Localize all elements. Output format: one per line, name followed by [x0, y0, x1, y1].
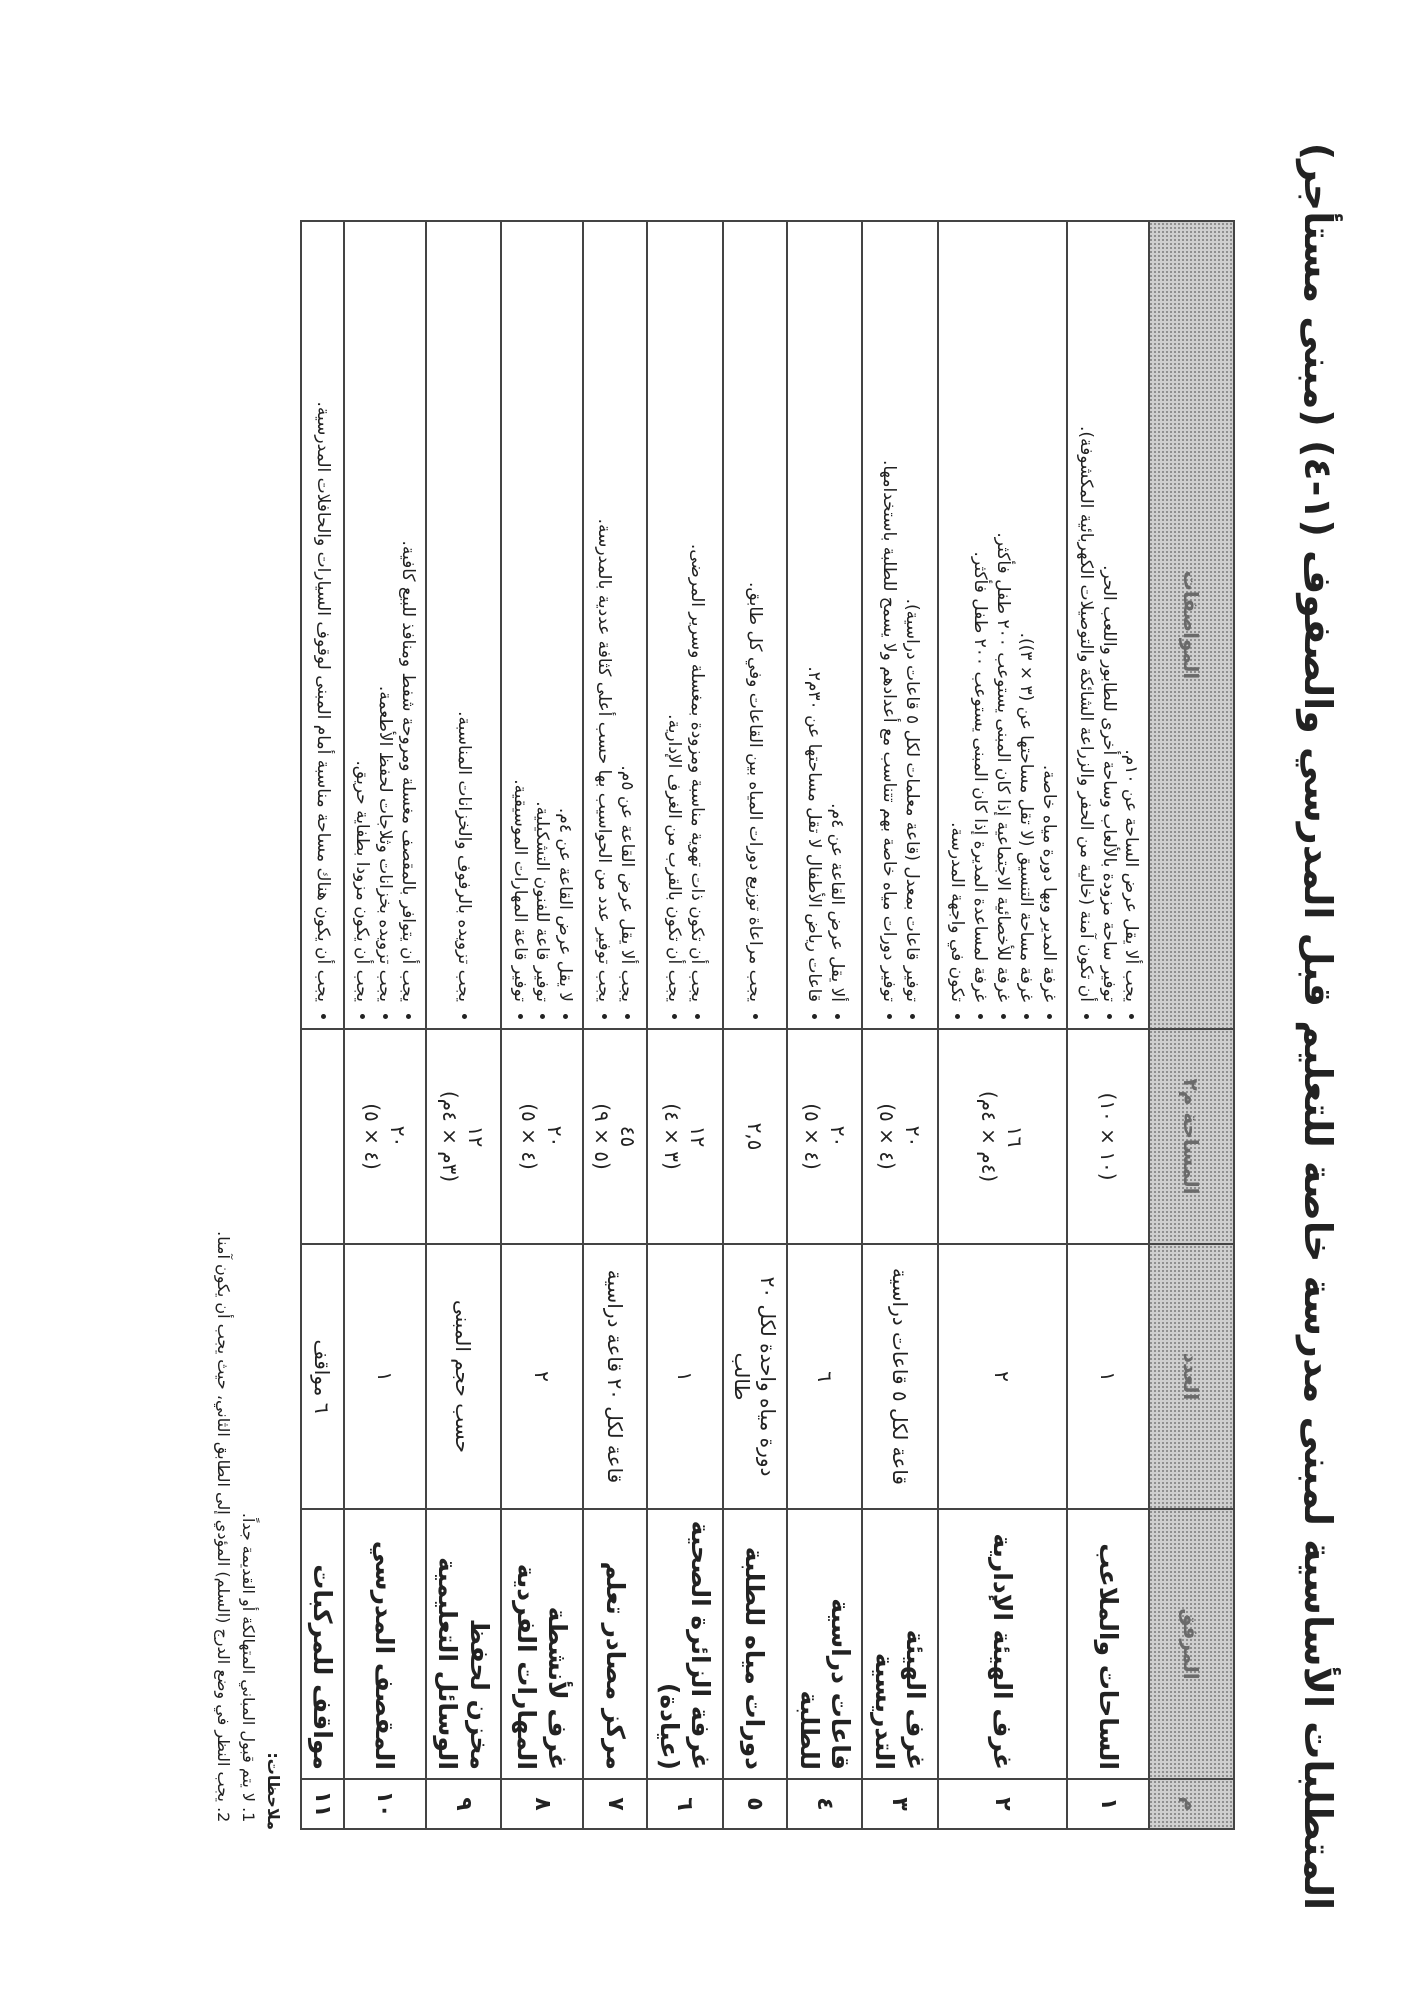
- area-dimensions: (٤ × ٥): [517, 1103, 542, 1170]
- facility-name: غرفة الزائرة الصحية (عيادة): [647, 1509, 722, 1779]
- area-dimensions: (٤ × ٥): [799, 1103, 824, 1170]
- facility-area: [723, 1029, 787, 1244]
- facility-specifications: [501, 221, 583, 1029]
- table-row: [501, 221, 583, 1829]
- facility-area: [862, 1029, 937, 1244]
- table-row: [647, 221, 722, 1829]
- spec-item: • قاعات رياض الأطفال لا تقل مساحتها عن ٣٠م٢.: [802, 230, 825, 1002]
- spec-item: • يجب أن تكون ذات تهوية مناسبة ومزودة بمغسلة وسرير المرضى.: [685, 230, 708, 1002]
- area-value: ١٢: [464, 1125, 489, 1148]
- requirements-table: [300, 220, 1235, 1830]
- area-value: ١٢: [686, 1125, 710, 1148]
- facility-count: قاعة لكل ٥ قاعات دراسية: [862, 1244, 937, 1509]
- header-cell-specifications: المواصفات: [1149, 221, 1234, 1029]
- spec-item: • يجب أن يكون هناك مساحة مناسبة أمام المبنى لوقوف السيارات والحافلات المدرسية.: [311, 230, 334, 1002]
- facility-count: قاعة لكل ٢٠ قاعة دراسية: [583, 1244, 647, 1509]
- notes-section: [211, 530, 285, 1830]
- spec-list: [350, 230, 419, 1020]
- area-value: ١٦: [1003, 1125, 1028, 1148]
- facility-area: [501, 1029, 583, 1244]
- row-number: ٦: [647, 1779, 722, 1829]
- table-row: [787, 221, 862, 1829]
- facility-count: حسب حجم المبنى: [426, 1244, 501, 1509]
- header-cell-area: المساحة م٢: [1149, 1029, 1234, 1244]
- area-dimensions: (٣م × ٤م): [438, 1090, 463, 1183]
- facility-area: [787, 1029, 862, 1244]
- facility-specifications: [787, 221, 862, 1029]
- spec-item: • يجب تزويده بالرفوف والخزانات المناسبة.: [452, 230, 475, 1002]
- area-dimensions: (٤م × ٤م): [977, 1090, 1002, 1183]
- header-cell-facility: المرفق: [1149, 1509, 1234, 1779]
- notes-title: ملاحظات:: [264, 1752, 283, 1830]
- facility-name: قاعات دراسية للطلبة: [787, 1509, 862, 1779]
- facility-count: ٢: [938, 1244, 1068, 1509]
- spec-item: • غرفة المدير وبها دورة مياه خاصة.: [1037, 230, 1060, 1002]
- area-value: ٢,٥: [742, 1122, 767, 1151]
- facility-area: [301, 1029, 344, 1244]
- page-title: المتطلبات الأساسية لمبنى مدرسة خاصة للتعليم قبل المدرسي والصفوف (١-٤) (مبنى مستأجر): [1296, 142, 1340, 1910]
- spec-item: • توفير قاعة للفنون التشكيلية.: [531, 230, 554, 1002]
- area-value: ٢٠: [385, 1125, 410, 1148]
- facility-specifications: [583, 221, 647, 1029]
- facility-count: ٦ مواقف: [301, 1244, 344, 1509]
- facility-area: [647, 1029, 722, 1244]
- area-value: ٢٠: [825, 1125, 850, 1148]
- spec-item: • توفير ساحة مزودة بالألعاب وساحة أخرى للطابور واللعب الحر.: [1097, 230, 1120, 1002]
- spec-item: • توفير دورات مياه خاصة بهم تتناسب مع أعدادهم ولا يسمح للطلبة باستخدامها.: [877, 230, 900, 1002]
- spec-list: [311, 230, 334, 1020]
- table-row: [344, 221, 426, 1829]
- row-number: ٢: [938, 1779, 1068, 1829]
- spec-item: • يجب ألا يقل عرض الساحة عن ١٠م.: [1120, 230, 1143, 1002]
- spec-item: • لا يقل عرض القاعة عن ٤م.: [554, 230, 577, 1002]
- table-row: [426, 221, 501, 1829]
- table-row: [938, 221, 1068, 1829]
- facility-specifications: [723, 221, 787, 1029]
- facility-specifications: [301, 221, 344, 1029]
- header-cell-number: م: [1149, 1779, 1234, 1829]
- facility-name: مخزن لحفظ الوسائل التعليمية: [426, 1509, 501, 1779]
- spec-list: [802, 230, 848, 1020]
- spec-list: [1074, 230, 1143, 1020]
- row-number: ٩: [426, 1779, 501, 1829]
- spec-item: • يجب تزويده بخزانات وثلاجات لحفظ الأطعمة.: [373, 230, 396, 1002]
- facility-specifications: [938, 221, 1068, 1029]
- row-number: ١١: [301, 1779, 344, 1829]
- table-row: [1067, 221, 1149, 1829]
- facility-name: مركز مصادر تعلم: [583, 1509, 647, 1779]
- spec-list: [743, 230, 766, 1020]
- facility-count: دورة مياه واحدة لكل ٢٠ طالب: [723, 1244, 787, 1509]
- spec-item: • غرفة مساحة التنسيق (لا تقل مساحتها عن (٣ × ٣)).: [1014, 230, 1037, 1002]
- note-item: 1. لا يتم قبول المباني المتهالكة أو القديمة جداً.: [235, 530, 260, 1802]
- spec-item: • يجب أن يتوافر بالمقصف مغسلة ومروحة شفط ومنافذ للبيع كافية.: [396, 230, 419, 1002]
- spec-list: [592, 230, 638, 1020]
- spec-item: • توفير قاعة المهارات الموسيقية.: [508, 230, 531, 1002]
- facility-specifications: [344, 221, 426, 1029]
- spec-item: • أن تكون آمنة (خالية من الحفر والزراعة الشائكة والتوصيلات الكهربائية المكشوفة).: [1074, 230, 1097, 1002]
- area-dimensions: (٣ × ٤): [660, 1103, 684, 1170]
- facility-area: [583, 1029, 647, 1244]
- table-row: [723, 221, 787, 1829]
- table-row: [301, 221, 344, 1829]
- row-number: ٨: [501, 1779, 583, 1829]
- spec-list: [945, 230, 1060, 1020]
- row-number: ٤: [787, 1779, 862, 1829]
- facility-name: الساحات والملاعب: [1067, 1509, 1149, 1779]
- facility-count: ١: [647, 1244, 722, 1509]
- facility-count: ١: [1067, 1244, 1149, 1509]
- spec-list: [452, 230, 475, 1020]
- spec-item: • ألا يقل عرض القاعة عن ٤م.: [825, 230, 848, 1002]
- area-value: ٢٠: [543, 1125, 568, 1148]
- note-item: 2. يجب النظر في وضع الدرج (السلم) المؤدي إلى الطابق الثاني، حيث يجب أن يكون آمنا.: [211, 530, 236, 1802]
- facility-area: [344, 1029, 426, 1244]
- spec-item: • يجب أن يكون مزودا بطفاية حريق.: [350, 230, 373, 1002]
- header-cell-count: العدد: [1149, 1244, 1234, 1509]
- facility-name: غرف الهيئة التدريسية: [862, 1509, 937, 1779]
- row-number: ٧: [583, 1779, 647, 1829]
- spec-item: • غرفة لمساعدة المديرة إذا كان المبنى يستوعب ٢٠٠ طفل فأكثر.: [968, 230, 991, 1002]
- row-number: ١: [1067, 1779, 1149, 1829]
- facility-specifications: [1067, 221, 1149, 1029]
- spec-item: • توفير قاعات بمعدل (قاعة معلمات لكل ٥ قاعات دراسية).: [900, 230, 923, 1002]
- spec-item: • يجب توفير عدد من الحواسيب بها حسب أعلى كثافة عددية بالمدرسة.: [592, 230, 615, 1002]
- spec-list: [877, 230, 923, 1020]
- spec-item: • يجب ألا يقل عرض القاعة عن ٥م.: [615, 230, 638, 1002]
- facility-count: ٦: [787, 1244, 862, 1509]
- facility-name: غرف لأنشطة المهارات الفردية: [501, 1509, 583, 1779]
- area-dimensions: (٤ × ٥): [874, 1103, 899, 1170]
- table-body: [301, 221, 1149, 1829]
- spec-item: • يجب أن تكون بالقرب من الغرف الإدارية.: [662, 230, 685, 1002]
- facility-area: [1067, 1029, 1149, 1244]
- spec-item: • يجب مراعاة توزيع دورات المياه بين القاعات وفي كل طابق.: [743, 230, 766, 1002]
- area-dimensions: (٥ × ٩): [590, 1103, 615, 1170]
- spec-item: • تكون في واجهة المدرسة.: [945, 230, 968, 1002]
- table-row: [862, 221, 937, 1829]
- facility-specifications: [426, 221, 501, 1029]
- facility-name: دورات مياه للطلبة: [723, 1509, 787, 1779]
- facility-name: المقصف المدرسي: [344, 1509, 426, 1779]
- facility-area: [426, 1029, 501, 1244]
- table-header: [1149, 221, 1234, 1829]
- spec-list: [662, 230, 708, 1020]
- area-value: ٤٥: [616, 1125, 641, 1148]
- row-number: ٣: [862, 1779, 937, 1829]
- row-number: ١٠: [344, 1779, 426, 1829]
- facility-specifications: [862, 221, 937, 1029]
- facility-count: ١: [344, 1244, 426, 1509]
- area-dimensions: (١٠ × ١٠): [1096, 1092, 1121, 1181]
- spec-item: • غرفة للأخصائية الاجتماعية إذا كان المبنى يستوعب ٢٠٠ طفل فأكثر.: [991, 230, 1014, 1002]
- facility-name: مواقف للمركبات: [301, 1509, 344, 1779]
- area-value: ٢٠: [900, 1125, 925, 1148]
- facility-count: ٢: [501, 1244, 583, 1509]
- facility-specifications: [647, 221, 722, 1029]
- table-row: [583, 221, 647, 1829]
- facility-area: [938, 1029, 1068, 1244]
- rotated-document-page: [120, 142, 1340, 1910]
- area-dimensions: (٤ × ٥): [359, 1103, 384, 1170]
- facility-name: غرف الهيئة الإدارية: [938, 1509, 1068, 1779]
- row-number: ٥: [723, 1779, 787, 1829]
- spec-list: [508, 230, 577, 1020]
